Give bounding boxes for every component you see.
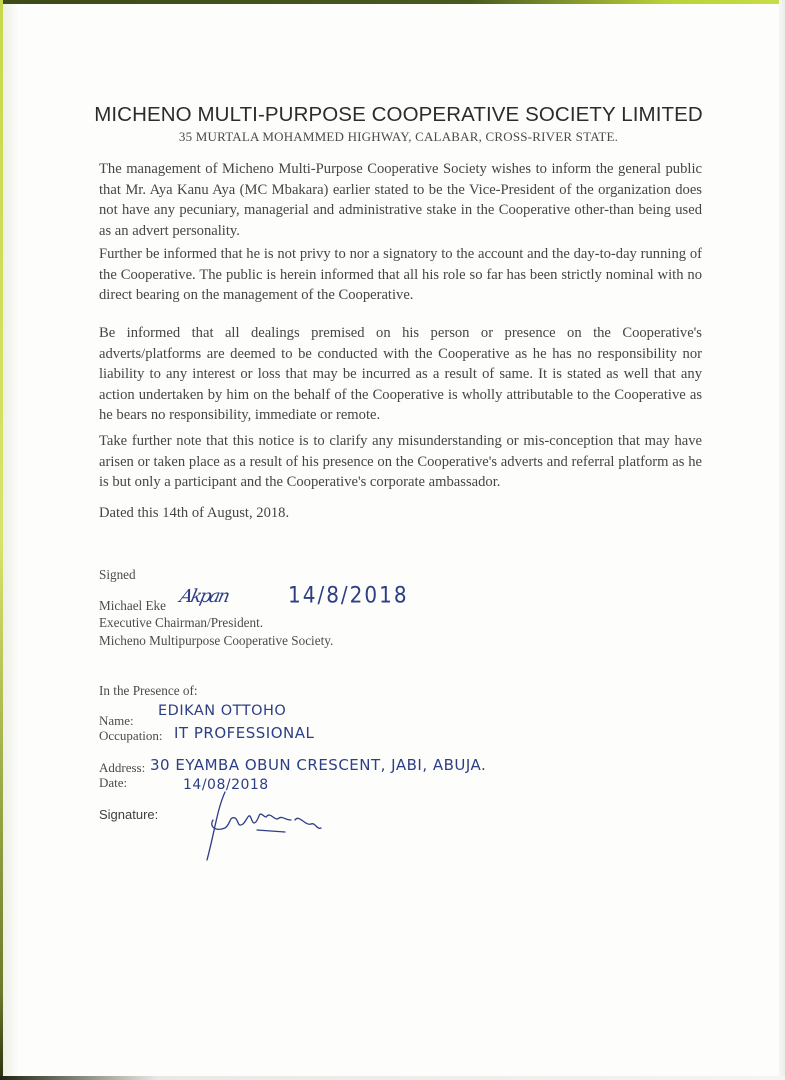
witness-date-label: Date: bbox=[99, 775, 128, 790]
page-shadow-left bbox=[3, 0, 17, 1080]
witness-address-label: Address: bbox=[99, 760, 146, 775]
signatory-name: Michael Eke bbox=[99, 598, 167, 613]
paragraph-text: Take further note that this notice is to clarify any misunderstanding or mis-conception that may have arisen or taken place as a result of his presence on the Cooperative's adverts and referral platform as he is but only a participant and the Cooperative's corporate ambassador. bbox=[99, 433, 702, 490]
chairman-handwritten-date: 14/8/2018 bbox=[288, 581, 409, 609]
scan-edge-right bbox=[779, 0, 785, 1080]
witness-occupation-label: Occupation: bbox=[99, 728, 163, 743]
chairman-handwritten-signature: Akpan bbox=[177, 586, 230, 607]
paragraph-text: The management of Micheno Multi-Purpose Cooperative Society wishes to inform the general public that Mr. Aya Kanu Aya (MC Mbakara) earlier stated to be the Vice-President of the organization does not have any pecuniary, managerial and administrative stake in the Cooperative other-than being used as an advert personality. bbox=[99, 161, 702, 239]
signed-label: Signed bbox=[99, 567, 136, 582]
scan-edge-top bbox=[0, 0, 785, 4]
paragraph-text: Further be informed that he is not privy to nor a signatory to the account and the day-to-day running of the Cooperative. The public is herein informed that all his role so far has been strictly nominal with no direct bearing on the management of the Cooperative. bbox=[99, 246, 702, 303]
witness-name-label: Name: bbox=[99, 713, 134, 728]
signature-stroke bbox=[207, 792, 321, 860]
scan-edge-left bbox=[0, 0, 3, 1080]
dated-line: Dated this 14th of August, 2018. bbox=[99, 505, 290, 521]
presence-label: In the Presence of: bbox=[99, 683, 198, 698]
scan-edge-bottom bbox=[0, 1076, 785, 1080]
letterhead-title: MICHENO MULTI-PURPOSE COOPERATIVE SOCIETY LIMITED bbox=[94, 103, 703, 126]
witness-signature-scribble bbox=[195, 790, 365, 870]
witness-occupation-value: IT PROFESSIONAL bbox=[174, 724, 315, 742]
notice-paragraph-1 bbox=[99, 159, 702, 241]
notice-paragraph-2 bbox=[99, 244, 702, 306]
letterhead-address: 35 MURTALA MOHAMMED HIGHWAY, CALABAR, CROSS-RIVER STATE. bbox=[178, 129, 619, 144]
witness-address-value: 30 EYAMBA OBUN CRESCENT, JABI, ABUJA. bbox=[150, 756, 487, 774]
signatory-title: Executive Chairman/President. bbox=[99, 615, 264, 630]
witness-date-value: 14/08/2018 bbox=[183, 777, 269, 793]
notice-paragraph-3 bbox=[99, 323, 702, 426]
witness-signature-label: Signature: bbox=[99, 807, 159, 822]
witness-name-value: EDIKAN OTTOHO bbox=[158, 703, 287, 719]
notice-paragraph-4 bbox=[99, 431, 702, 493]
signatory-organization: Micheno Multipurpose Cooperative Society. bbox=[99, 633, 334, 648]
paragraph-text: Be informed that all dealings premised on his person or presence on the Cooperative's adverts/platforms are deemed to be conducted with the Cooperative as he has no responsibility nor liability to any interest or loss that may be incurred as a result of same. It is stated as well that any action undertaken by him on the behalf of the Cooperative is wholly attributable to the Cooperative as he bears no responsibility, immediate or remote. bbox=[99, 325, 702, 423]
